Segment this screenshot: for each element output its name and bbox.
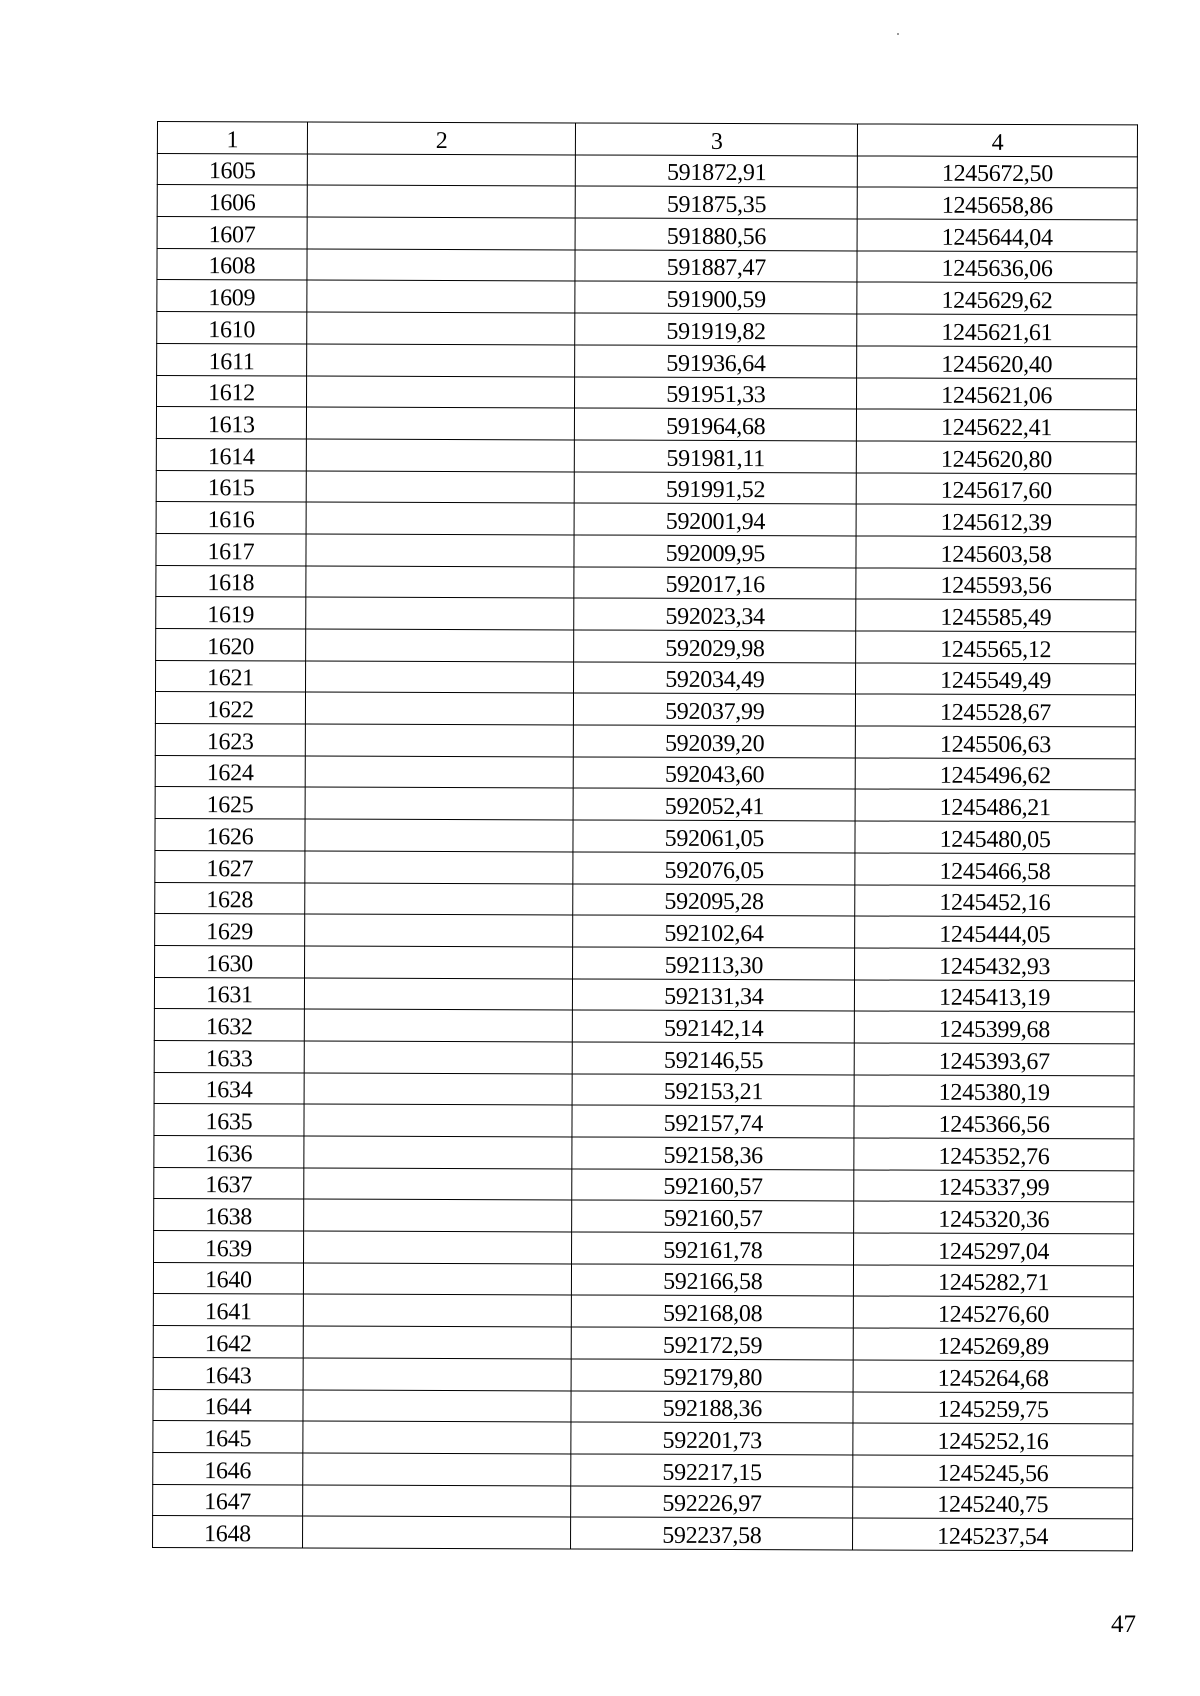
point-number-cell: 1646 bbox=[153, 1452, 303, 1484]
table-row bbox=[156, 565, 1136, 600]
y-coordinate-cell: 1245399,68 bbox=[854, 1011, 1134, 1044]
table-row bbox=[153, 1484, 1133, 1519]
x-coordinate-cell: 592160,57 bbox=[572, 1200, 854, 1233]
table-row bbox=[155, 882, 1135, 917]
y-coordinate-cell: 1245269,89 bbox=[853, 1328, 1133, 1361]
table-row bbox=[157, 312, 1137, 347]
y-coordinate-cell: 1245432,93 bbox=[855, 948, 1135, 981]
point-number-cell: 1605 bbox=[157, 153, 307, 185]
x-coordinate-cell: 592146,55 bbox=[573, 1042, 855, 1075]
point-number-cell: 1644 bbox=[153, 1389, 303, 1421]
y-coordinate-cell: 1245452,16 bbox=[855, 884, 1135, 917]
y-coordinate-cell: 1245620,80 bbox=[856, 441, 1136, 474]
empty-cell bbox=[306, 439, 575, 472]
empty-cell bbox=[304, 1168, 573, 1201]
table-row bbox=[156, 533, 1136, 568]
table-row bbox=[155, 787, 1135, 822]
y-coordinate-cell: 1245276,60 bbox=[853, 1296, 1133, 1329]
table-row bbox=[154, 1009, 1134, 1044]
empty-cell bbox=[307, 312, 576, 345]
empty-cell bbox=[306, 534, 575, 567]
x-coordinate-cell: 591951,33 bbox=[575, 376, 857, 409]
point-number-cell: 1633 bbox=[154, 1040, 304, 1072]
point-number-cell: 1619 bbox=[156, 597, 306, 629]
point-number-cell: 1645 bbox=[153, 1421, 303, 1453]
x-coordinate-cell: 591991,52 bbox=[575, 472, 857, 505]
empty-cell bbox=[305, 787, 574, 820]
x-coordinate-cell: 592017,16 bbox=[574, 567, 856, 600]
y-coordinate-cell: 1245444,05 bbox=[855, 916, 1135, 949]
point-number-cell: 1608 bbox=[157, 248, 307, 280]
empty-cell bbox=[302, 1516, 571, 1549]
table-row bbox=[157, 217, 1137, 252]
y-coordinate-cell: 1245337,99 bbox=[854, 1170, 1134, 1203]
point-number-cell: 1611 bbox=[157, 343, 307, 375]
table-row bbox=[157, 375, 1137, 410]
x-coordinate-cell: 592226,97 bbox=[571, 1486, 853, 1519]
y-coordinate-cell: 1245593,56 bbox=[856, 568, 1136, 601]
table-row bbox=[154, 1072, 1134, 1107]
point-number-cell: 1637 bbox=[154, 1167, 304, 1199]
x-coordinate-cell: 592043,60 bbox=[574, 757, 856, 790]
y-coordinate-cell: 1245264,68 bbox=[853, 1360, 1133, 1393]
empty-cell bbox=[305, 756, 574, 789]
y-coordinate-cell: 1245486,21 bbox=[855, 789, 1135, 822]
y-coordinate-cell: 1245496,62 bbox=[855, 758, 1135, 791]
empty-cell bbox=[305, 819, 574, 852]
point-number-cell: 1616 bbox=[156, 502, 306, 534]
table-row bbox=[157, 280, 1137, 315]
y-coordinate-cell: 1245320,36 bbox=[854, 1201, 1134, 1234]
empty-cell bbox=[304, 1104, 573, 1137]
table-row bbox=[153, 1421, 1133, 1456]
empty-cell bbox=[305, 724, 574, 757]
empty-cell bbox=[303, 1231, 572, 1264]
empty-cell bbox=[306, 597, 575, 630]
y-coordinate-cell: 1245629,62 bbox=[857, 282, 1137, 315]
table-row bbox=[155, 819, 1135, 854]
point-number-cell: 1624 bbox=[155, 755, 305, 787]
table-row bbox=[156, 470, 1136, 505]
x-coordinate-cell: 592157,74 bbox=[572, 1105, 854, 1138]
y-coordinate-cell: 1245603,58 bbox=[856, 536, 1136, 569]
table-row bbox=[156, 628, 1136, 663]
empty-cell bbox=[306, 566, 575, 599]
y-coordinate-cell: 1245297,04 bbox=[854, 1233, 1134, 1266]
x-coordinate-cell: 592158,36 bbox=[572, 1137, 854, 1170]
table-row bbox=[153, 1294, 1133, 1329]
y-coordinate-cell: 1245237,54 bbox=[853, 1518, 1133, 1551]
x-coordinate-cell: 591981,11 bbox=[575, 440, 857, 473]
table-row bbox=[154, 977, 1134, 1012]
point-number-cell: 1627 bbox=[155, 850, 305, 882]
point-number-cell: 1641 bbox=[153, 1294, 303, 1326]
point-number-cell: 1607 bbox=[157, 217, 307, 249]
y-coordinate-cell: 1245617,60 bbox=[856, 473, 1136, 506]
point-number-cell: 1606 bbox=[157, 185, 307, 217]
y-coordinate-cell: 1245636,06 bbox=[857, 251, 1137, 284]
empty-cell bbox=[306, 407, 575, 440]
x-coordinate-cell: 592076,05 bbox=[573, 852, 855, 885]
y-coordinate-cell: 1245506,63 bbox=[855, 726, 1135, 759]
column-header-1: 1 bbox=[157, 122, 307, 154]
table-body bbox=[153, 122, 1138, 1551]
empty-cell bbox=[304, 978, 573, 1011]
empty-cell bbox=[307, 154, 576, 187]
x-coordinate-cell: 591887,47 bbox=[575, 250, 857, 283]
empty-cell bbox=[304, 1041, 573, 1074]
x-coordinate-cell: 592095,28 bbox=[573, 883, 855, 916]
table-row bbox=[153, 1357, 1133, 1392]
y-coordinate-cell: 1245380,19 bbox=[854, 1075, 1134, 1108]
point-number-cell: 1609 bbox=[157, 280, 307, 312]
point-number-cell: 1639 bbox=[154, 1231, 304, 1263]
empty-cell bbox=[305, 661, 574, 694]
y-coordinate-cell: 1245252,16 bbox=[853, 1423, 1133, 1456]
empty-cell bbox=[305, 692, 574, 725]
point-number-cell: 1643 bbox=[153, 1357, 303, 1389]
table-row bbox=[155, 914, 1135, 949]
y-coordinate-cell: 1245612,39 bbox=[856, 504, 1136, 537]
table-row bbox=[154, 1104, 1134, 1139]
x-coordinate-cell: 592113,30 bbox=[573, 947, 855, 980]
empty-cell bbox=[303, 1358, 572, 1391]
empty-cell bbox=[302, 1485, 571, 1518]
x-coordinate-cell: 592201,73 bbox=[571, 1422, 853, 1455]
x-coordinate-cell: 591919,82 bbox=[575, 313, 857, 346]
y-coordinate-cell: 1245620,40 bbox=[857, 346, 1137, 379]
table-row bbox=[157, 185, 1137, 220]
point-number-cell: 1635 bbox=[154, 1104, 304, 1136]
x-coordinate-cell: 592009,95 bbox=[574, 535, 856, 568]
point-number-cell: 1620 bbox=[156, 628, 306, 660]
empty-cell bbox=[303, 1326, 572, 1359]
table-row bbox=[154, 1167, 1134, 1202]
empty-cell bbox=[305, 851, 574, 884]
empty-cell bbox=[307, 249, 576, 282]
y-coordinate-cell: 1245393,67 bbox=[854, 1043, 1134, 1076]
table-row bbox=[154, 1199, 1134, 1234]
table-row bbox=[157, 248, 1137, 283]
empty-cell bbox=[307, 185, 576, 218]
y-coordinate-cell: 1245480,05 bbox=[855, 821, 1135, 854]
empty-cell bbox=[307, 280, 576, 313]
point-number-cell: 1636 bbox=[154, 1135, 304, 1167]
table-row bbox=[154, 1231, 1134, 1266]
x-coordinate-cell: 592052,41 bbox=[574, 788, 856, 821]
table-row bbox=[153, 1389, 1133, 1424]
x-coordinate-cell: 592161,78 bbox=[572, 1232, 854, 1265]
table-row bbox=[156, 502, 1136, 537]
y-coordinate-cell: 1245585,49 bbox=[856, 599, 1136, 632]
y-coordinate-cell: 1245366,56 bbox=[854, 1106, 1134, 1139]
y-coordinate-cell: 1245622,41 bbox=[857, 409, 1137, 442]
y-coordinate-cell: 1245621,06 bbox=[857, 377, 1137, 410]
table-row bbox=[156, 438, 1136, 473]
point-number-cell: 1628 bbox=[155, 882, 305, 914]
table-row bbox=[157, 343, 1137, 378]
y-coordinate-cell: 1245565,12 bbox=[856, 631, 1136, 664]
x-coordinate-cell: 591900,59 bbox=[575, 281, 857, 314]
point-number-cell: 1629 bbox=[155, 914, 305, 946]
empty-cell bbox=[303, 1390, 572, 1423]
y-coordinate-cell: 1245259,75 bbox=[853, 1391, 1133, 1424]
y-coordinate-cell: 1245245,56 bbox=[853, 1455, 1133, 1488]
point-number-cell: 1612 bbox=[157, 375, 307, 407]
point-number-cell: 1623 bbox=[155, 724, 305, 756]
x-coordinate-cell: 592061,05 bbox=[573, 820, 855, 853]
x-coordinate-cell: 592131,34 bbox=[573, 979, 855, 1012]
table-row bbox=[153, 1326, 1133, 1361]
table-row bbox=[155, 724, 1135, 759]
x-coordinate-cell: 592172,59 bbox=[572, 1327, 854, 1360]
table-header-row bbox=[157, 122, 1137, 157]
x-coordinate-cell: 592102,64 bbox=[573, 915, 855, 948]
page-number: 47 bbox=[1111, 1611, 1136, 1638]
table-row bbox=[154, 1040, 1134, 1075]
point-number-cell: 1634 bbox=[154, 1072, 304, 1104]
point-number-cell: 1613 bbox=[156, 407, 306, 439]
table-row bbox=[157, 153, 1137, 188]
point-number-cell: 1622 bbox=[155, 692, 305, 724]
point-number-cell: 1618 bbox=[156, 565, 306, 597]
x-coordinate-cell: 592001,94 bbox=[575, 503, 857, 536]
empty-cell bbox=[304, 1136, 573, 1169]
point-number-cell: 1625 bbox=[155, 787, 305, 819]
point-number-cell: 1610 bbox=[157, 312, 307, 344]
y-coordinate-cell: 1245240,75 bbox=[853, 1487, 1133, 1520]
scan-speck bbox=[897, 33, 899, 35]
y-coordinate-cell: 1245621,61 bbox=[857, 314, 1137, 347]
point-number-cell: 1640 bbox=[153, 1262, 303, 1294]
x-coordinate-cell: 592037,99 bbox=[574, 693, 856, 726]
x-coordinate-cell: 592142,14 bbox=[573, 1010, 855, 1043]
point-number-cell: 1621 bbox=[156, 660, 306, 692]
empty-cell bbox=[303, 1453, 572, 1486]
x-coordinate-cell: 591936,64 bbox=[575, 345, 857, 378]
x-coordinate-cell: 592217,15 bbox=[571, 1454, 853, 1487]
x-coordinate-cell: 592168,08 bbox=[572, 1295, 854, 1328]
table-row bbox=[155, 850, 1135, 885]
empty-cell bbox=[306, 502, 575, 535]
table-row bbox=[156, 660, 1136, 695]
point-number-cell: 1614 bbox=[156, 438, 306, 470]
coordinates-table bbox=[152, 121, 1138, 1551]
y-coordinate-cell: 1245466,58 bbox=[855, 853, 1135, 886]
table-row bbox=[153, 1262, 1133, 1297]
y-coordinate-cell: 1245672,50 bbox=[857, 156, 1137, 189]
x-coordinate-cell: 592023,34 bbox=[574, 598, 856, 631]
y-coordinate-cell: 1245549,49 bbox=[856, 663, 1136, 696]
column-header-4: 4 bbox=[858, 124, 1138, 157]
x-coordinate-cell: 592188,36 bbox=[571, 1390, 853, 1423]
table-row bbox=[156, 407, 1136, 442]
x-coordinate-cell: 591964,68 bbox=[575, 408, 857, 441]
x-coordinate-cell: 592039,20 bbox=[574, 725, 856, 758]
table-row bbox=[153, 1516, 1133, 1551]
empty-cell bbox=[304, 946, 573, 979]
point-number-cell: 1642 bbox=[153, 1326, 303, 1358]
point-number-cell: 1632 bbox=[154, 1009, 304, 1041]
empty-cell bbox=[303, 1294, 572, 1327]
point-number-cell: 1647 bbox=[153, 1484, 303, 1516]
x-coordinate-cell: 592034,49 bbox=[574, 662, 856, 695]
point-number-cell: 1626 bbox=[155, 819, 305, 851]
x-coordinate-cell: 592160,57 bbox=[572, 1169, 854, 1202]
empty-cell bbox=[304, 914, 573, 947]
x-coordinate-cell: 592237,58 bbox=[571, 1517, 853, 1550]
y-coordinate-cell: 1245282,71 bbox=[854, 1265, 1134, 1298]
table-row bbox=[155, 692, 1135, 727]
table-row bbox=[155, 755, 1135, 790]
table-row bbox=[155, 945, 1135, 980]
y-coordinate-cell: 1245658,86 bbox=[857, 187, 1137, 220]
empty-cell bbox=[306, 344, 575, 377]
y-coordinate-cell: 1245413,19 bbox=[855, 980, 1135, 1013]
empty-cell bbox=[304, 1073, 573, 1106]
x-coordinate-cell: 592166,58 bbox=[572, 1264, 854, 1297]
empty-cell bbox=[305, 629, 574, 662]
point-number-cell: 1615 bbox=[156, 470, 306, 502]
x-coordinate-cell: 592029,98 bbox=[574, 630, 856, 663]
x-coordinate-cell: 592153,21 bbox=[573, 1074, 855, 1107]
empty-cell bbox=[303, 1421, 572, 1454]
column-header-3: 3 bbox=[576, 123, 858, 156]
empty-cell bbox=[306, 471, 575, 504]
y-coordinate-cell: 1245644,04 bbox=[857, 219, 1137, 252]
x-coordinate-cell: 591880,56 bbox=[576, 218, 858, 251]
empty-cell bbox=[305, 883, 574, 916]
point-number-cell: 1617 bbox=[156, 533, 306, 565]
table-row bbox=[156, 597, 1136, 632]
column-header-2: 2 bbox=[307, 122, 576, 155]
empty-cell bbox=[303, 1263, 572, 1296]
y-coordinate-cell: 1245352,76 bbox=[854, 1138, 1134, 1171]
y-coordinate-cell: 1245528,67 bbox=[856, 694, 1136, 727]
x-coordinate-cell: 591875,35 bbox=[576, 186, 858, 219]
table-row bbox=[153, 1452, 1133, 1487]
empty-cell bbox=[306, 376, 575, 409]
point-number-cell: 1631 bbox=[154, 977, 304, 1009]
x-coordinate-cell: 591872,91 bbox=[576, 155, 858, 188]
table-row bbox=[154, 1135, 1134, 1170]
x-coordinate-cell: 592179,80 bbox=[572, 1359, 854, 1392]
empty-cell bbox=[303, 1199, 572, 1232]
empty-cell bbox=[307, 217, 576, 250]
empty-cell bbox=[304, 1009, 573, 1042]
point-number-cell: 1638 bbox=[154, 1199, 304, 1231]
point-number-cell: 1648 bbox=[153, 1516, 303, 1548]
point-number-cell: 1630 bbox=[155, 945, 305, 977]
